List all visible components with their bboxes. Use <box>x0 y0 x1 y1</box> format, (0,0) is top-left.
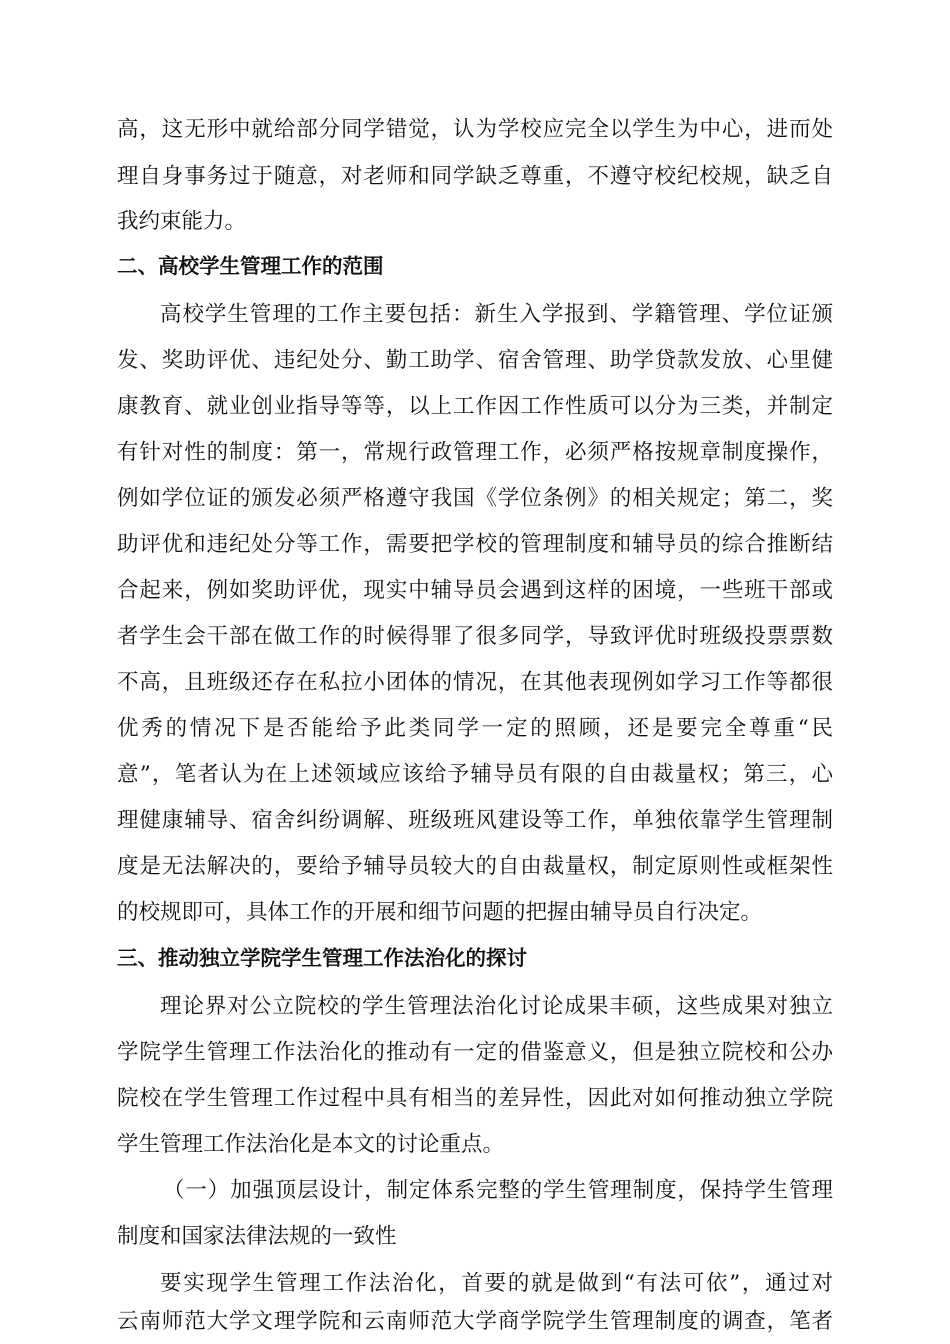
paragraph-line: 优秀的情况下是否能给予此类同学一定的照顾，还是要完全尊重“民 <box>117 716 833 741</box>
section-heading: 二、高校学生管理工作的范围 <box>117 254 384 278</box>
paragraph-line: 高，这无形中就给部分同学错觉，认为学校应完全以学生为中心，进而处 <box>117 117 833 142</box>
paragraph-line: 不高，且班级还存在私拉小团体的情况，在其他表现例如学习工作等都很 <box>117 670 833 695</box>
paragraph-line: 学院学生管理工作法治化的推动有一定的借鉴意义，但是独立院校和公办 <box>117 1040 833 1065</box>
paragraph-line: 我约束能力。 <box>117 209 247 234</box>
paragraph-line: 学生管理工作法治化是本文的讨论重点。 <box>117 1132 505 1157</box>
paragraph-line: 例如学位证的颁发必须严格遵守我国《学位条例》的相关规定；第二，奖 <box>117 486 833 511</box>
paragraph-line: 院校在学生管理工作过程中具有相当的差异性，因此对如何推动独立学院 <box>117 1086 833 1111</box>
paragraph-line: 有针对性的制度：第一，常规行政管理工作，必须严格按规章制度操作， <box>117 440 833 465</box>
paragraph-line: 者学生会干部在做工作的时候得罪了很多同学，导致评优时班级投票票数 <box>117 624 833 649</box>
paragraph-line: 发、奖助评优、违纪处分、勤工助学、宿舍管理、助学贷款发放、心里健 <box>117 348 833 373</box>
paragraph-line: 理健康辅导、宿舍纠纷调解、班级班风建设等工作，单独依靠学生管理制 <box>117 808 833 833</box>
paragraph-line: 意”，笔者认为在上述领域应该给予辅导员有限的自由裁量权；第三，心 <box>117 762 833 787</box>
paragraph-line: 理自身事务过于随意，对老师和同学缺乏尊重，不遵守校纪校规，缺乏自 <box>117 164 833 189</box>
subsection-heading: （一）加强顶层设计，制定体系完整的学生管理制度，保持学生管理 <box>163 1178 833 1203</box>
paragraph-line: 云南师范大学文理学院和云南师范大学商学院学生管理制度的调查，笔者 <box>117 1309 833 1334</box>
paragraph-line: 助评优和违纪处分等工作，需要把学校的管理制度和辅导员的综合推断结 <box>117 532 833 557</box>
paragraph-line: 要实现学生管理工作法治化，首要的就是做到“有法可依”，通过对 <box>160 1271 833 1296</box>
subsection-heading: 制度和国家法律法规的一致性 <box>117 1224 397 1249</box>
paragraph-line: 高校学生管理的工作主要包括：新生入学报到、学籍管理、学位证颁 <box>160 302 833 327</box>
section-heading: 三、推动独立学院学生管理工作法治化的探讨 <box>117 946 527 970</box>
paragraph-line: 合起来，例如奖助评优，现实中辅导员会遇到这样的困境，一些班干部或 <box>117 578 833 603</box>
paragraph-line: 的校规即可，具体工作的开展和细节问题的把握由辅导员自行决定。 <box>117 900 763 925</box>
paragraph-line: 康教育、就业创业指导等等，以上工作因工作性质可以分为三类，并制定 <box>117 394 833 419</box>
paragraph-line: 理论界对公立院校的学生管理法治化讨论成果丰硕，这些成果对独立 <box>160 994 833 1019</box>
paragraph-line: 度是无法解决的，要给予辅导员较大的自由裁量权，制定原则性或框架性 <box>117 854 833 879</box>
